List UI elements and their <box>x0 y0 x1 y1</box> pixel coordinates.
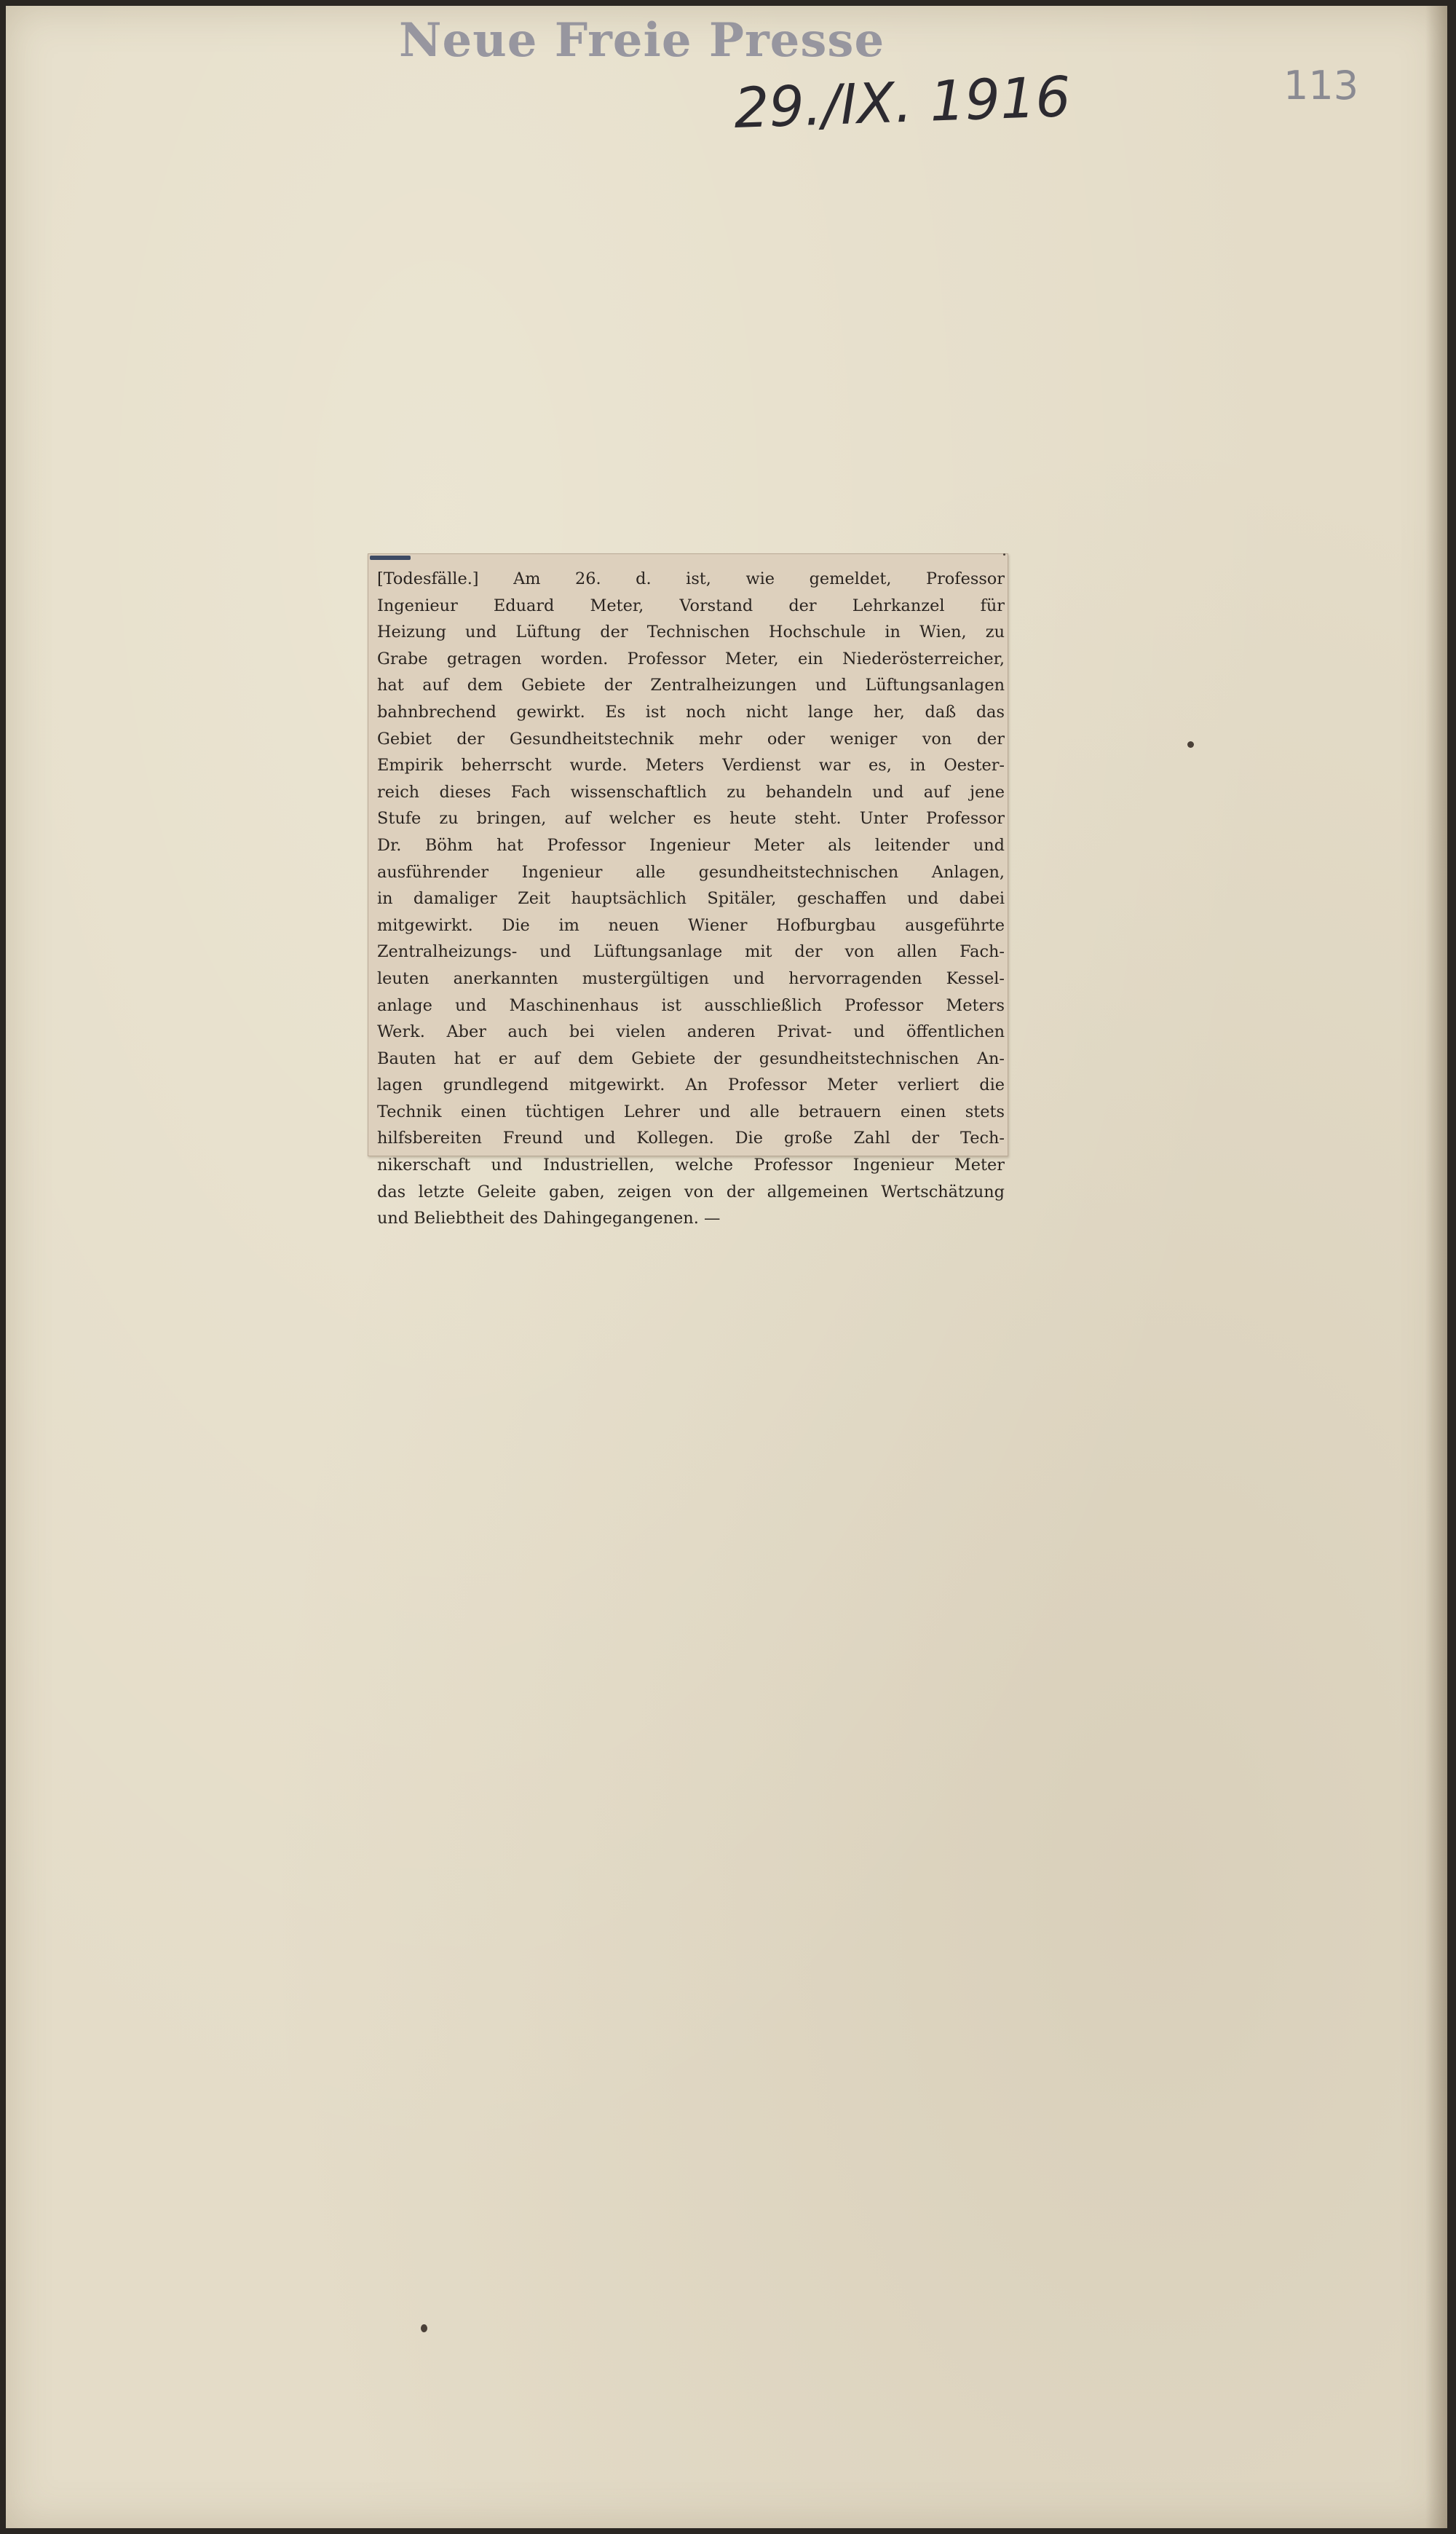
clipping-text <box>377 566 1005 1232</box>
newspaper-stamp: Neue Freie Presse <box>399 13 885 68</box>
clipping-line: Bauten hat er auf dem Gebiete der gesundheitstechnischen An- <box>377 1049 1005 1068</box>
page-edge-shadow <box>1425 6 1447 2528</box>
clipping-line: [Todesfälle.] Am 26. d. ist, wie gemeldet, Professor <box>377 569 1005 588</box>
clipping-line: Technik einen tüchtigen Lehrer und alle betrauern einen stets <box>377 1102 1005 1121</box>
clipping-line: das letzte Geleite gaben, zeigen von der allgemeinen Wertschätzung <box>377 1182 1005 1201</box>
clipping-line: hat auf dem Gebiete der Zentralheizungen und Lüftungsanlagen <box>377 676 1005 695</box>
clipping-line: Heizung und Lüftung der Technischen Hochschule in Wien, zu <box>377 623 1005 642</box>
clipping-line: Ingenieur Eduard Meter, Vorstand der Lehrkanzel für <box>377 596 1005 615</box>
clipping-line: und Beliebtheit des Dahingegangenen. — <box>377 1209 721 1228</box>
paper-speck <box>1187 741 1194 748</box>
clipping-line: mitgewirkt. Die im neuen Wiener Hofburgbau ausgeführte <box>377 915 1005 935</box>
clipping-line: Werk. Aber auch bei vielen anderen Privat- und öffentlichen <box>377 1022 1005 1042</box>
clipping-line: lagen grundlegend mitgewirkt. An Professor Meter verliert die <box>377 1075 1005 1095</box>
ink-mark <box>370 556 411 560</box>
clipping-line: Gebiet der Gesundheitstechnik mehr oder weniger von der <box>377 729 1005 749</box>
clipping-line: Dr. Böhm hat Professor Ingenieur Meter als leitender und <box>377 835 1005 855</box>
clipping-line: reich dieses Fach wissenschaftlich zu behandeln und auf jene <box>377 782 1005 802</box>
clipping-line: Grabe getragen worden. Professor Meter, ein Niederösterreicher, <box>377 649 1005 668</box>
clipping-line: Zentralheizungs- und Lüftungsanlage mit der von allen Fach- <box>377 942 1005 962</box>
paper-speck <box>421 2324 427 2332</box>
archival-page <box>6 6 1447 2528</box>
paper-speck <box>1003 553 1005 556</box>
clipping-line: ausführender Ingenieur alle gesundheitstechnischen Anlagen, <box>377 862 1005 882</box>
newspaper-clipping <box>368 553 1008 1228</box>
handwritten-date: 29./IX. 1916 <box>732 63 1072 141</box>
folio-number: 113 <box>1283 63 1359 108</box>
clipping-line: in damaliger Zeit hauptsächlich Spitäler, geschaffen und dabei <box>377 889 1005 909</box>
clipping-line: bahnbrechend gewirkt. Es ist noch nicht lange her, daß das <box>377 702 1005 722</box>
clipping-line: Stufe zu bringen, auf welcher es heute steht. Unter Professor <box>377 809 1005 829</box>
clipping-line: hilfsbereiten Freund und Kollegen. Die große Zahl der Tech- <box>377 1129 1005 1148</box>
clipping-line: anlage und Maschinenhaus ist ausschließlich Professor Meters <box>377 995 1005 1015</box>
clipping-line: leuten anerkannten mustergültigen und hervorragenden Kessel- <box>377 968 1005 988</box>
clipping-line: nikerschaft und Industriellen, welche Professor Ingenieur Meter <box>377 1156 1005 1175</box>
clipping-line: Empirik beherrscht wurde. Meters Verdienst war es, in Oester- <box>377 756 1005 775</box>
